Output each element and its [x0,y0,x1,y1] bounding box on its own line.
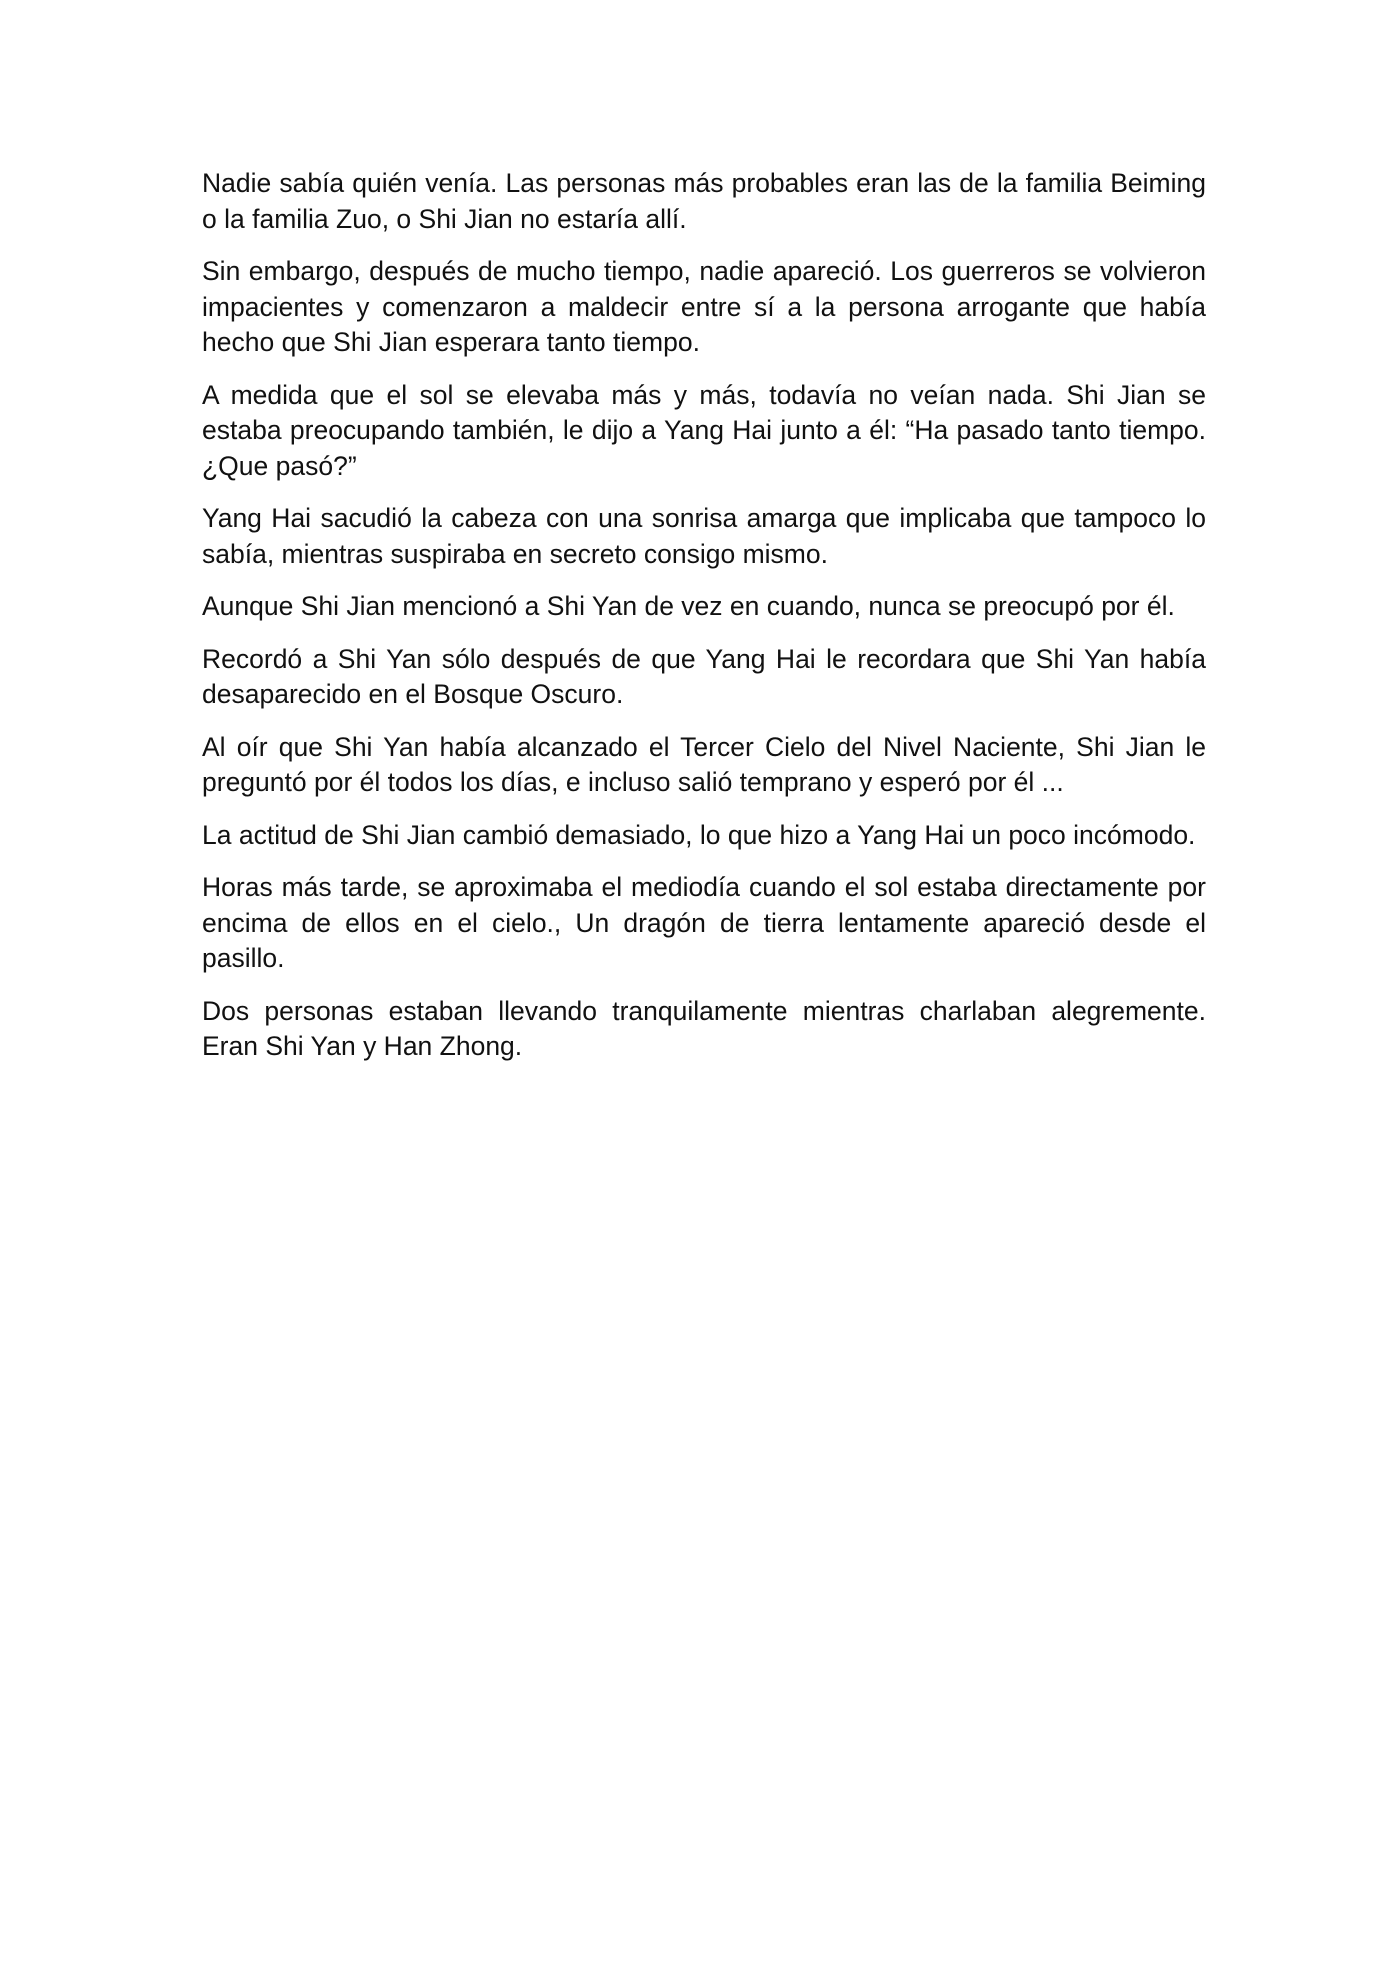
paragraph-6: Recordó a Shi Yan sólo después de que Yang Hai le recordara que Shi Yan había desaparecido en el Bosque Oscuro. [202,643,1206,709]
paragraph-1: Nadie sabía quién venía. Las personas más probables eran las de la familia Beiming o la familia Zuo, o Shi Jian no estaría allí. [202,168,1206,234]
paragraph-7: Al oír que Shi Yan había alcanzado el Tercer Cielo del Nivel Naciente, Shi Jian le preguntó por él todos los días, e incluso salió temprano y esperó por él ... [202,731,1206,797]
document-body [202,166,1206,1082]
paragraph-2: Sin embargo, después de mucho tiempo, nadie apareció. Los guerreros se volvieron impacientes y comenzaron a maldecir entre sí a la persona arrogante que había hecho que Shi Jian esperara tanto tiempo. [202,256,1206,357]
paragraph-5: Aunque Shi Jian mencionó a Shi Yan de vez en cuando, nunca se preocupó por él. [202,591,1175,621]
paragraph-8: La actitud de Shi Jian cambió demasiado, lo que hizo a Yang Hai un poco incómodo. [202,819,1196,850]
paragraph-9: Horas más tarde, se aproximaba el mediodía cuando el sol estaba directamente por encima de ellos en el cielo., Un dragón de tierra lentamente apareció desde el pasillo. [202,872,1206,973]
paragraph-3: A medida que el sol se elevaba más y más, todavía no veían nada. Shi Jian se estaba preocupando también, le dijo a Yang Hai junto a él: “Ha pasado tanto tiempo. ¿Que pasó?” [202,379,1206,481]
paragraph-4: Yang Hai sacudió la cabeza con una sonrisa amarga que implicaba que tampoco lo sabía, mientras suspiraba en secreto consigo mismo. [202,503,1206,569]
paragraph-10: Dos personas estaban llevando tranquilamente mientras charlaban alegremente. Eran Shi Yan y Han Zhong. [202,995,1206,1061]
